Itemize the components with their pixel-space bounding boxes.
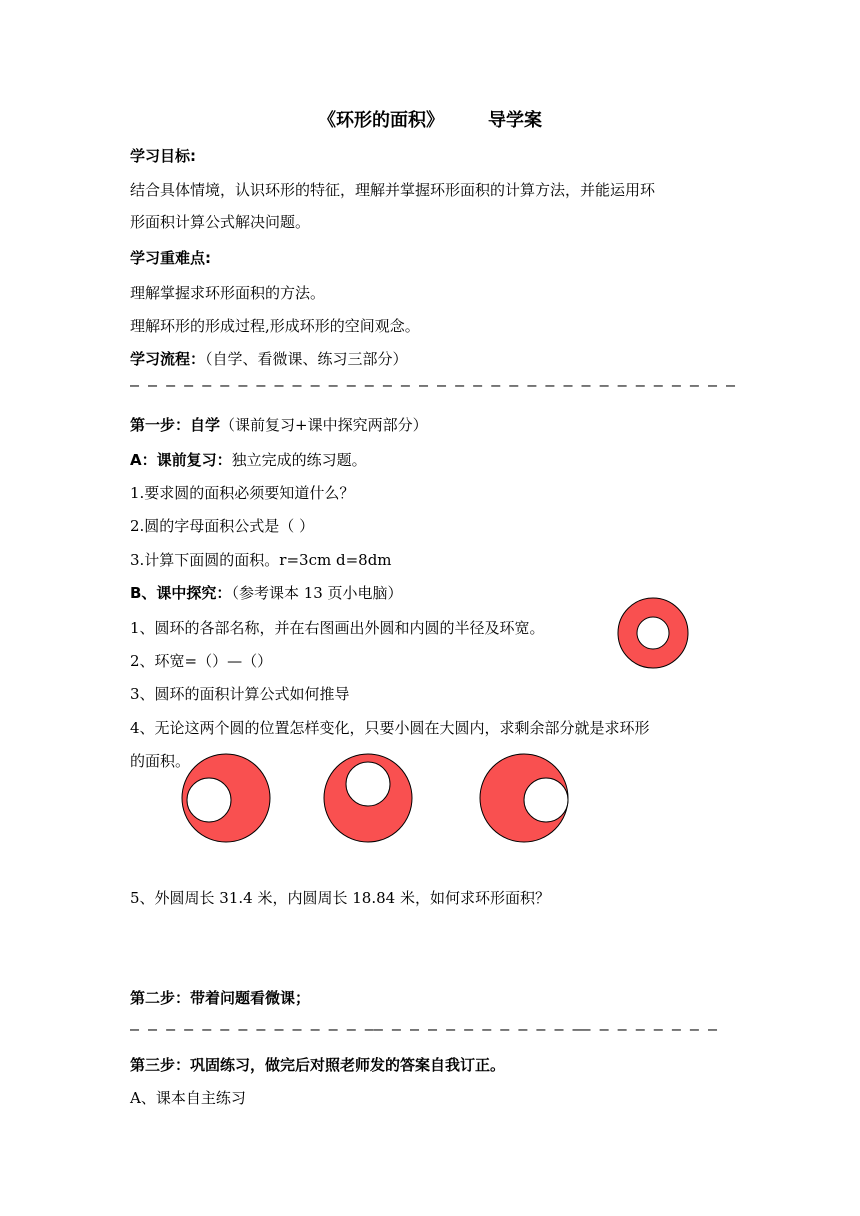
key-point-2: 理解环形的形成过程,形成环形的空间观念。 — [130, 317, 420, 335]
key-point-1: 理解掌握求环形面积的方法。 — [130, 284, 326, 302]
question-2: 2.圆的字母面积公式是（ ） — [130, 517, 315, 535]
step2-heading: 第二步：带着问题看微课； — [130, 989, 311, 1007]
ring-inner-left — [180, 752, 272, 844]
goal-heading: 学习目标: — [130, 147, 196, 165]
explore-1: 1、圆环的各部名称，并在右图画出外圆和内圆的半径及环宽。 — [130, 619, 545, 637]
step1-a-line — [130, 450, 367, 470]
step3-heading: 第三步：巩固练习，做完后对照老师发的答案自我订正。 — [130, 1056, 506, 1074]
divider-1: – – – – – – – – – – – – – – – – – – – – – – – – – – – – – – – – – – — [130, 376, 736, 394]
question-3: 3.计算下面圆的面积。r=3cm d=8dm — [130, 551, 392, 569]
explore-2: 2、环宽=（）—（） — [130, 652, 273, 670]
explore-4-line2: 的面积。 — [130, 752, 191, 770]
ring-inner-right — [478, 752, 570, 844]
goal-text-line1: 结合具体情境，认识环形的特征，理解并掌握环形面积的计算方法，并能运用环 — [130, 181, 656, 199]
step1-b-note: （参考课本 13 页小电脑） — [231, 584, 403, 602]
divider-2: – – – – – – – – – – – – – –– – – – – – – – – – – –– – – – – – – – — [130, 1020, 717, 1038]
step1-a-heading: A：课前复习： — [130, 451, 232, 469]
ring-inner-center — [322, 752, 414, 844]
step1-b-heading: B、课中探究： — [130, 584, 232, 602]
explore-5: 5、外圆周长 31.4 米，内圆周长 18.84 米，如何求环形面积？ — [130, 889, 550, 907]
step1-line — [130, 415, 428, 435]
title-main: 《环形的面积》 — [318, 110, 444, 131]
flow-heading: 学习流程： — [130, 350, 206, 368]
flow-line — [130, 349, 408, 369]
key-points-heading: 学习重难点: — [130, 249, 211, 267]
step3-a: A、课本自主练习 — [130, 1089, 246, 1107]
question-1: 1.要求圆的面积必须要知道什么？ — [130, 484, 355, 502]
step1-a-note: 独立完成的练习题。 — [231, 451, 367, 469]
annulus-figure — [616, 596, 690, 670]
explore-3: 3、圆环的面积计算公式如何推导 — [130, 685, 350, 703]
title-sub: 导学案 — [488, 110, 542, 131]
document-title — [0, 106, 860, 132]
flow-note: （自学、看微课、练习三部分） — [205, 350, 408, 368]
explore-4-line1: 4、无论这两个圆的位置怎样变化，只要小圆在大圆内，求剩余部分就是求环形 — [130, 719, 650, 737]
goal-text-line2: 形面积计算公式解决问题。 — [130, 213, 311, 231]
step1-heading: 第一步：自学 — [130, 416, 221, 434]
step1-b-line — [130, 583, 403, 603]
step1-note: （课前复习+课中探究两部分） — [220, 416, 428, 434]
